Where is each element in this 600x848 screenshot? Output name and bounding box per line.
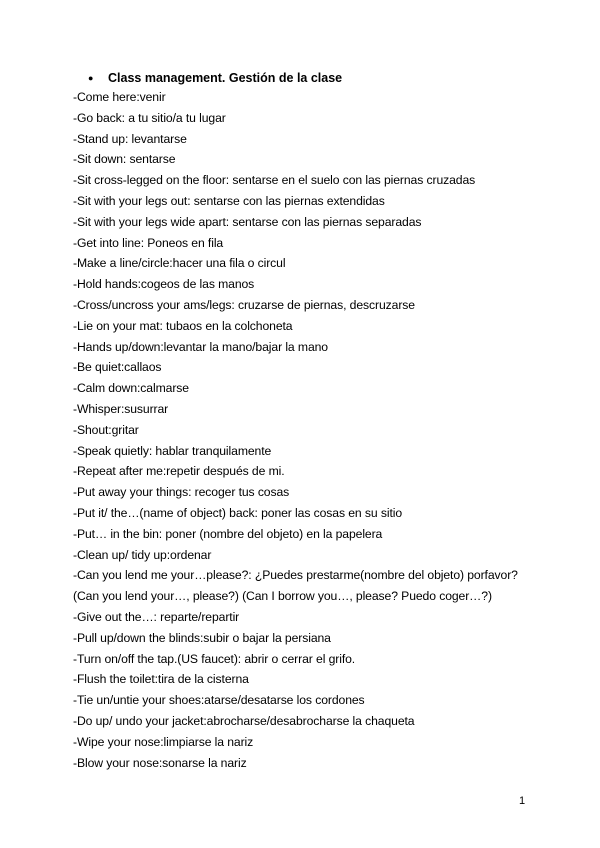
list-item: -Whisper:susurrar bbox=[73, 401, 169, 416]
list-item: -Wipe your nose:limpiarse la nariz bbox=[73, 734, 254, 749]
list-item: -Put… in the bin: poner (nombre del objeto) en la papelera bbox=[73, 526, 383, 541]
list-item: -Flush the toilet:tira de la cisterna bbox=[73, 672, 249, 687]
list-item: -Come here:venir bbox=[73, 90, 166, 104]
list-item: -Sit with your legs wide apart: sentarse con las piernas separadas bbox=[73, 214, 422, 229]
bullet-icon: ● bbox=[88, 73, 94, 83]
list-item: -Get into line: Poneos en fila bbox=[73, 235, 224, 250]
list-item: (Can you lend your…, please?) (Can I borrow you…, please? Puedo coger…?) bbox=[73, 589, 492, 604]
heading-text: Class management. Gestión de la clase bbox=[108, 71, 343, 85]
list-item: -Turn on/off the tap.(US faucet): abrir o cerrar el grifo. bbox=[73, 651, 356, 666]
list-item: -Make a line/circle:hacer una fila o circul bbox=[73, 256, 286, 271]
list-item: -Hands up/down:levantar la mano/bajar la mano bbox=[73, 339, 328, 354]
list-item: -Cross/uncross your ams/legs: cruzarse de piernas, descruzarse bbox=[73, 297, 415, 312]
section-heading bbox=[88, 70, 342, 86]
list-item: -Clean up/ tidy up:ordenar bbox=[73, 547, 212, 562]
list-item: -Go back: a tu sitio/a tu lugar bbox=[73, 110, 226, 125]
list-item: -Can you lend me your…please?: ¿Puedes prestarme(nombre del objeto) porfavor? bbox=[73, 568, 518, 583]
list-item: -Shout:gritar bbox=[73, 422, 139, 437]
list-item: -Lie on your mat: tubaos en la colchoneta bbox=[73, 318, 293, 333]
page-number: 1 bbox=[519, 795, 526, 807]
vocabulary-list bbox=[73, 87, 518, 773]
list-item: -Pull up/down the blinds:subir o bajar la persiana bbox=[73, 630, 331, 645]
list-item: -Sit with your legs out: sentarse con las piernas extendidas bbox=[73, 193, 385, 208]
list-item: -Speak quietly: hablar tranquilamente bbox=[73, 443, 272, 458]
list-item: -Calm down:calmarse bbox=[73, 381, 189, 396]
list-item: -Do up/ undo your jacket:abrocharse/desabrocharse la chaqueta bbox=[73, 713, 415, 728]
list-item: -Tie un/untie your shoes:atarse/desatarse los cordones bbox=[73, 693, 365, 708]
list-item: -Put away your things: recoger tus cosas bbox=[73, 485, 290, 500]
list-item: -Give out the…: reparte/repartir bbox=[73, 609, 240, 624]
list-item: -Hold hands:cogeos de las manos bbox=[73, 277, 255, 292]
list-item: -Put it/ the…(name of object) back: poner las cosas en su sitio bbox=[73, 505, 403, 520]
list-item: -Sit down: sentarse bbox=[73, 152, 176, 167]
list-item: -Blow your nose:sonarse la nariz bbox=[73, 755, 247, 770]
list-item: -Be quiet:callaos bbox=[73, 360, 162, 375]
list-item: -Sit cross-legged on the floor: sentarse en el suelo con las piernas cruzadas bbox=[73, 173, 476, 188]
list-item: -Stand up: levantarse bbox=[73, 131, 187, 146]
list-item: -Repeat after me:repetir después de mi. bbox=[73, 464, 285, 479]
